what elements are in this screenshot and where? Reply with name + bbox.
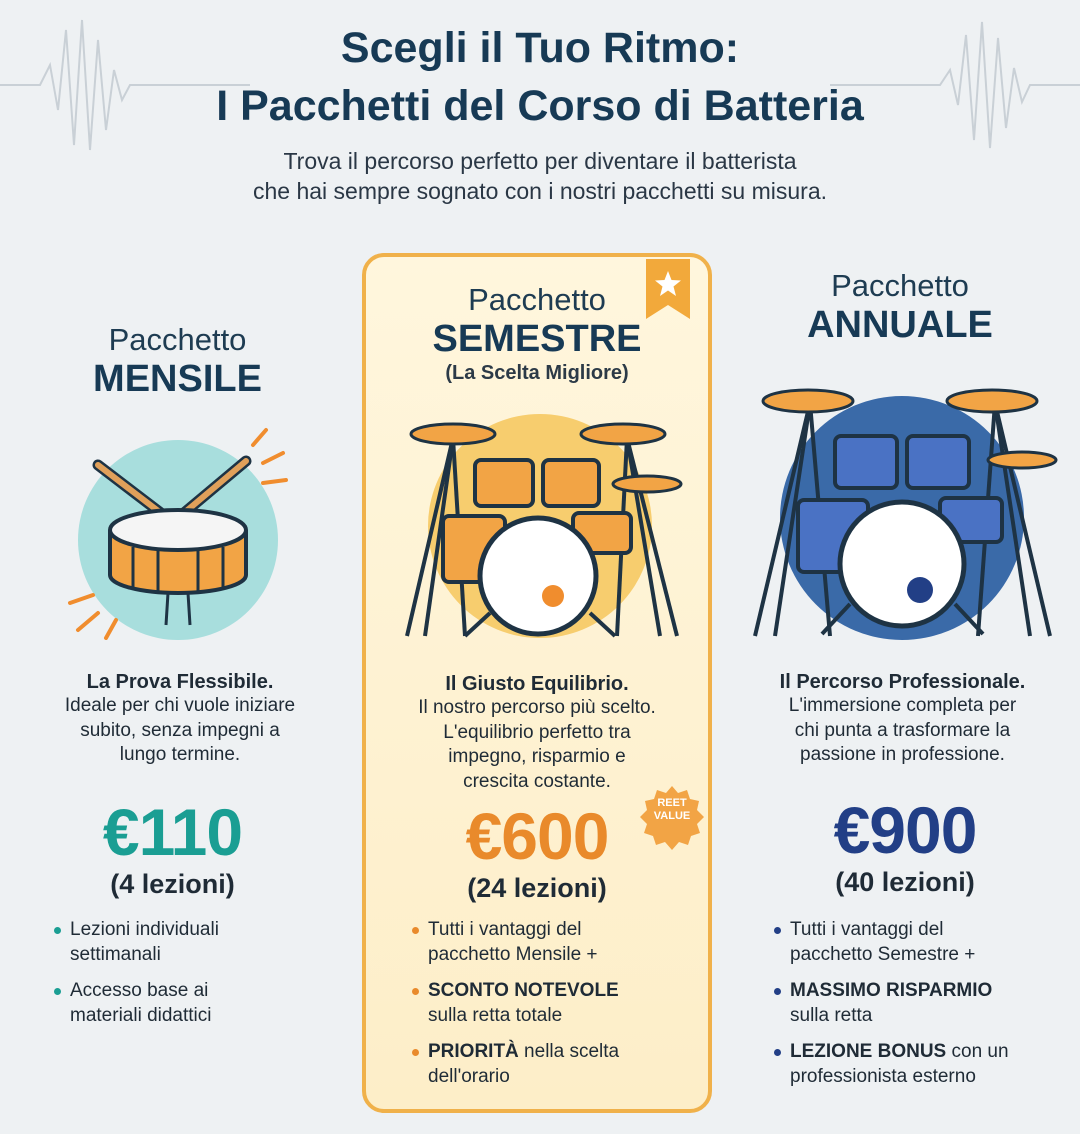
mensile-features <box>52 918 322 1040</box>
feature-item: Lezioni individuali settimanali <box>52 918 322 967</box>
mensile-header <box>40 322 315 400</box>
subtitle-line2: che hai sempre sognato con i nostri pacchetti su misura. <box>252 178 827 204</box>
value-badge-text: REET VALUE <box>653 797 691 822</box>
package-word: Pacchetto <box>108 322 247 357</box>
description-line: passione in professione. <box>800 744 1005 765</box>
package-tagline: La Prova Flessibile. <box>86 671 274 693</box>
snare-drum-icon <box>58 425 298 640</box>
package-tagline: Il Giusto Equilibrio. <box>445 673 629 695</box>
package-lessons: (24 lezioni) <box>467 873 607 903</box>
drum-kit-icon <box>395 408 685 640</box>
package-name: SEMESTRE <box>432 318 642 360</box>
semestre-price-block <box>372 800 702 904</box>
feature-item: Accesso base ai materiali didattici <box>52 979 322 1028</box>
description-line: Ideale per chi vuole iniziare <box>64 695 296 716</box>
feature-item: PRIORITÀ nella scelta dell'orario <box>410 1040 700 1089</box>
feature-item: Tutti i vantaggi del pacchetto Mensile + <box>410 918 700 967</box>
annuale-features <box>772 918 1072 1101</box>
package-lessons: (4 lezioni) <box>110 869 235 899</box>
semestre-header <box>372 282 702 386</box>
description-line: L'immersione completa per <box>788 695 1017 716</box>
annuale-header <box>750 268 1050 346</box>
package-price: €900 <box>833 793 977 867</box>
package-price: €600 <box>465 799 609 873</box>
package-lessons: (40 lezioni) <box>835 867 975 897</box>
description-line: Il nostro percorso più scelto. <box>418 697 656 718</box>
mensile-price-block <box>40 796 305 900</box>
description-line: chi punta a trasformare la <box>794 719 1011 741</box>
package-tagline: Il Percorso Professionale. <box>779 671 1026 693</box>
package-name: ANNUALE <box>807 304 993 346</box>
description-line: L'equilibrio perfetto tra <box>443 721 631 743</box>
description-line: lungo termine. <box>119 744 241 765</box>
description-line: subito, senza impegni a <box>80 719 280 741</box>
package-word: Pacchetto <box>468 282 606 317</box>
feature-item: SCONTO NOTEVOLE sulla retta totale <box>410 979 700 1028</box>
page-subtitle <box>0 146 1080 206</box>
description-line: crescita costante. <box>463 770 611 792</box>
description-line: impegno, risparmio e <box>448 746 626 767</box>
feature-item: Tutti i vantaggi del pacchetto Semestre + <box>772 918 1072 967</box>
package-name: MENSILE <box>93 358 262 400</box>
drum-kit-icon <box>740 368 1065 640</box>
package-note: (La Scelta Migliore) <box>445 362 629 384</box>
mensile-description <box>30 670 330 768</box>
annuale-description <box>735 670 1070 768</box>
subtitle-line1: Trova il percorso perfetto per diventare il batterista <box>283 148 797 174</box>
semestre-features <box>410 918 700 1101</box>
page-title-line1: Scegli il Tuo Ritmo: <box>340 24 740 72</box>
page-title-line2: I Pacchetti del Corso di Batteria <box>216 82 864 130</box>
semestre-description <box>372 672 702 794</box>
package-price: €110 <box>102 795 243 869</box>
feature-item: MASSIMO RISPARMIO sulla retta <box>772 979 1072 1028</box>
package-word: Pacchetto <box>831 268 969 303</box>
annuale-price-block <box>755 794 1055 898</box>
feature-item: LEZIONE BONUS con un professionista esterno <box>772 1040 1072 1089</box>
